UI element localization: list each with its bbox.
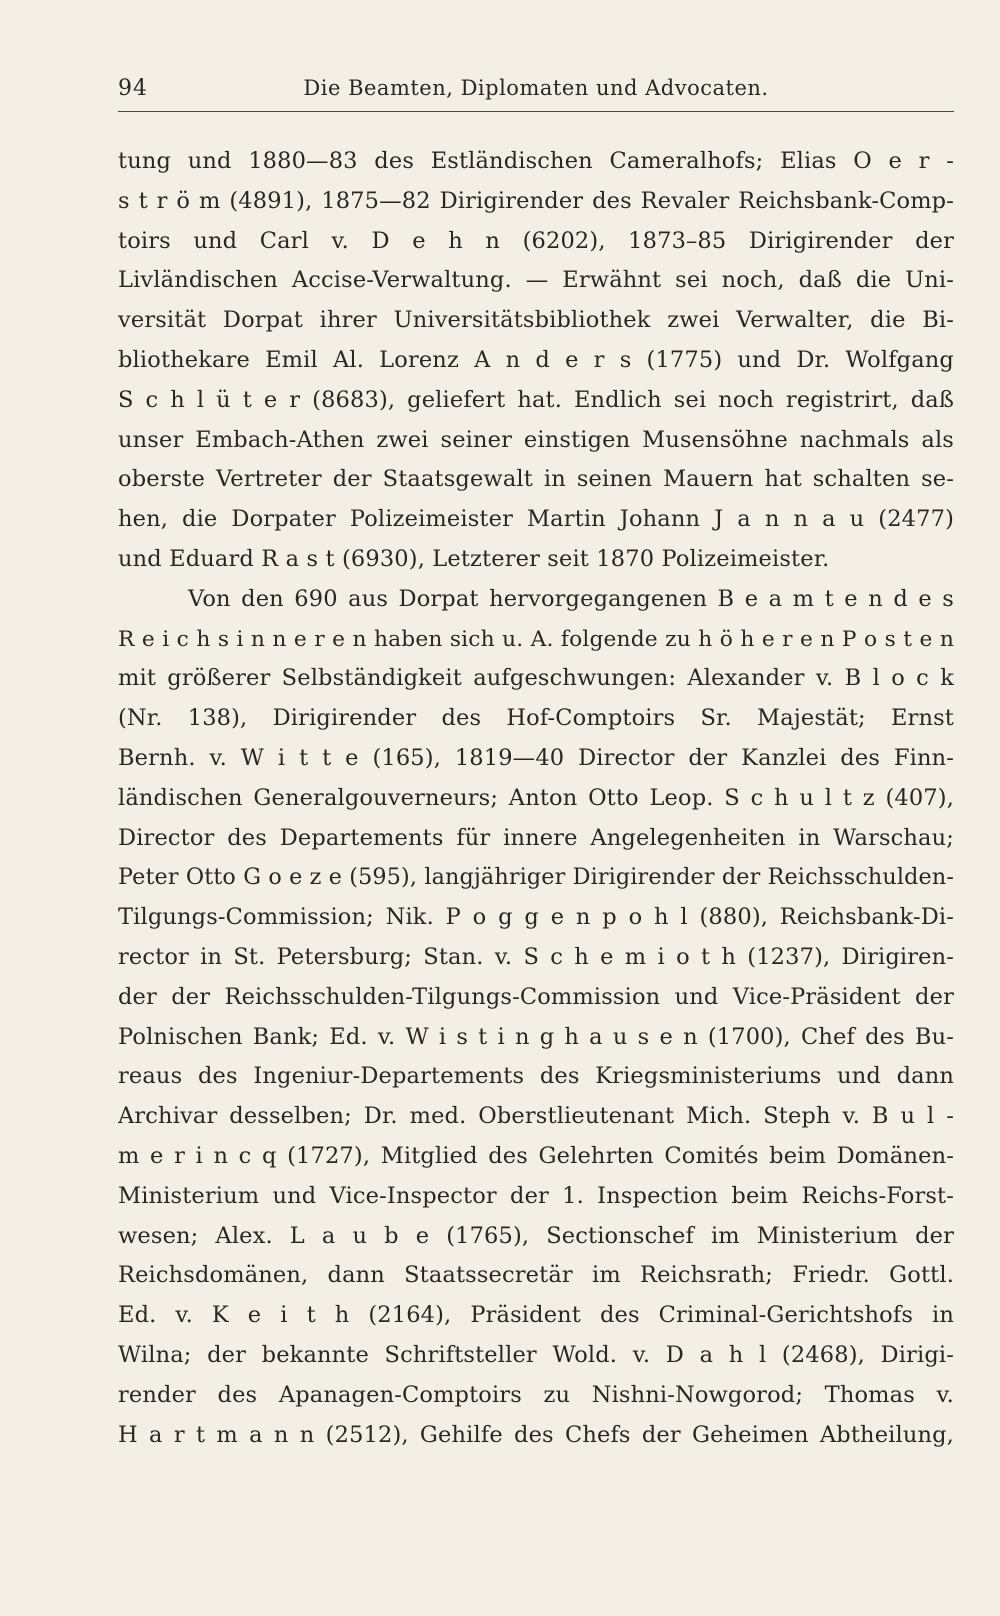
text-line: Wilna; der bekannte Schriftsteller Wold. v. D a h l (2468), Dirigi-: [118, 1341, 954, 1368]
body-text: [118, 142, 954, 1455]
text-line: Livländischen Accise-Verwaltung. — Erwähnt sei noch, daß die Uni-: [118, 267, 954, 294]
text-line: Ed. v. K e i t h (2164), Präsident des Criminal-Gerichtshofs in: [118, 1302, 954, 1329]
text-line: m e r i n c q (1727), Mitglied des Gelehrten Comités beim Domänen-: [118, 1142, 954, 1169]
text-line: Reichsdomänen, dann Staatssecretär im Reichsrath; Friedr. Gottl.: [118, 1262, 954, 1289]
page-number: 94: [118, 76, 148, 101]
text-line: Polnischen Bank; Ed. v. W i s t i n g h a u s e n (1700), Chef des Bu-: [118, 1023, 954, 1050]
text-line: Bernh. v. W i t t e (165), 1819—40 Director der Kanzlei des Finn-: [118, 744, 954, 771]
text-line: rector in St. Petersburg; Stan. v. S c h e m i o t h (1237), Dirigiren-: [118, 943, 954, 970]
text-line: versität Dorpat ihrer Universitätsbibliothek zwei Verwalter, die Bi-: [118, 307, 954, 334]
text-line: Archivar desselben; Dr. med. Oberstlieutenant Mich. Steph v. B u l -: [118, 1103, 954, 1130]
header-rule: [118, 111, 954, 112]
text-line: bliothekare Emil Al. Lorenz A n d e r s (1775) und Dr. Wolfgang: [118, 346, 954, 373]
text-line: Tilgungs-Commission; Nik. P o g g e n p o h l (880), Reichsbank-Di-: [118, 904, 954, 931]
text-line: R e i c h s i n n e r e n haben sich u. A. folgende zu h ö h e r e n P o s t e n: [118, 626, 954, 652]
text-line: Director des Departements für innere Angelegenheiten in Warschau;: [118, 824, 954, 851]
text-line: ländischen Generalgouverneurs; Anton Otto Leop. S c h u l t z (407),: [118, 784, 954, 811]
text-line: H a r t m a n n (2512), Gehilfe des Chefs der Geheimen Abtheilung,: [118, 1421, 954, 1448]
text-line: reaus des Ingeniur-Departements des Kriegsministeriums und dann: [118, 1063, 954, 1090]
text-line: tung und 1880—83 des Estländischen Cameralhofs; Elias O e r -: [118, 148, 954, 174]
text-line: hen, die Dorpater Polizeimeister Martin Johann J a n n a u (2477): [118, 506, 954, 533]
text-line: S c h l ü t e r (8683), geliefert hat. Endlich sei noch registrirt, daß: [118, 386, 954, 413]
text-line: Von den 690 aus Dorpat hervorgegangenen B e a m t e n d e s: [188, 585, 954, 612]
running-title: Die Beamten, Diplomaten und Advocaten.: [303, 76, 769, 100]
text-line: mit größerer Selbständigkeit aufgeschwungen: Alexander v. B l o c k: [118, 665, 954, 692]
page-header: [118, 72, 954, 112]
text-line: und Eduard R a s t (6930), Letzterer seit 1870 Polizeimeister.: [118, 545, 830, 572]
text-line: wesen; Alex. L a u b e (1765), Sectionschef im Ministerium der: [118, 1222, 954, 1249]
text-line: der der Reichsschulden-Tilgungs-Commission und Vice-Präsident der: [118, 983, 954, 1010]
text-line: toirs und Carl v. D e h n (6202), 1873–85 Dirigirender der: [118, 227, 954, 254]
text-line: oberste Vertreter der Staatsgewalt in seinen Mauern hat schalten se-: [118, 466, 954, 493]
text-line: unser Embach-Athen zwei seiner einstigen Musensöhne nachmals als: [118, 426, 954, 453]
text-line: render des Apanagen-Comptoirs zu Nishni-Nowgorod; Thomas v.: [118, 1381, 954, 1408]
text-line: s t r ö m (4891), 1875—82 Dirigirender des Revaler Reichsbank-Comp-: [118, 187, 954, 214]
text-line: Peter Otto G o e z e (595), langjähriger Dirigirender der Reichsschulden-: [118, 864, 954, 891]
text-line: (Nr. 138), Dirigirender des Hof-Comptoirs Sr. Majestät; Ernst: [118, 705, 954, 732]
text-line: Ministerium und Vice-Inspector der 1. Inspection beim Reichs-Forst-: [118, 1182, 954, 1209]
